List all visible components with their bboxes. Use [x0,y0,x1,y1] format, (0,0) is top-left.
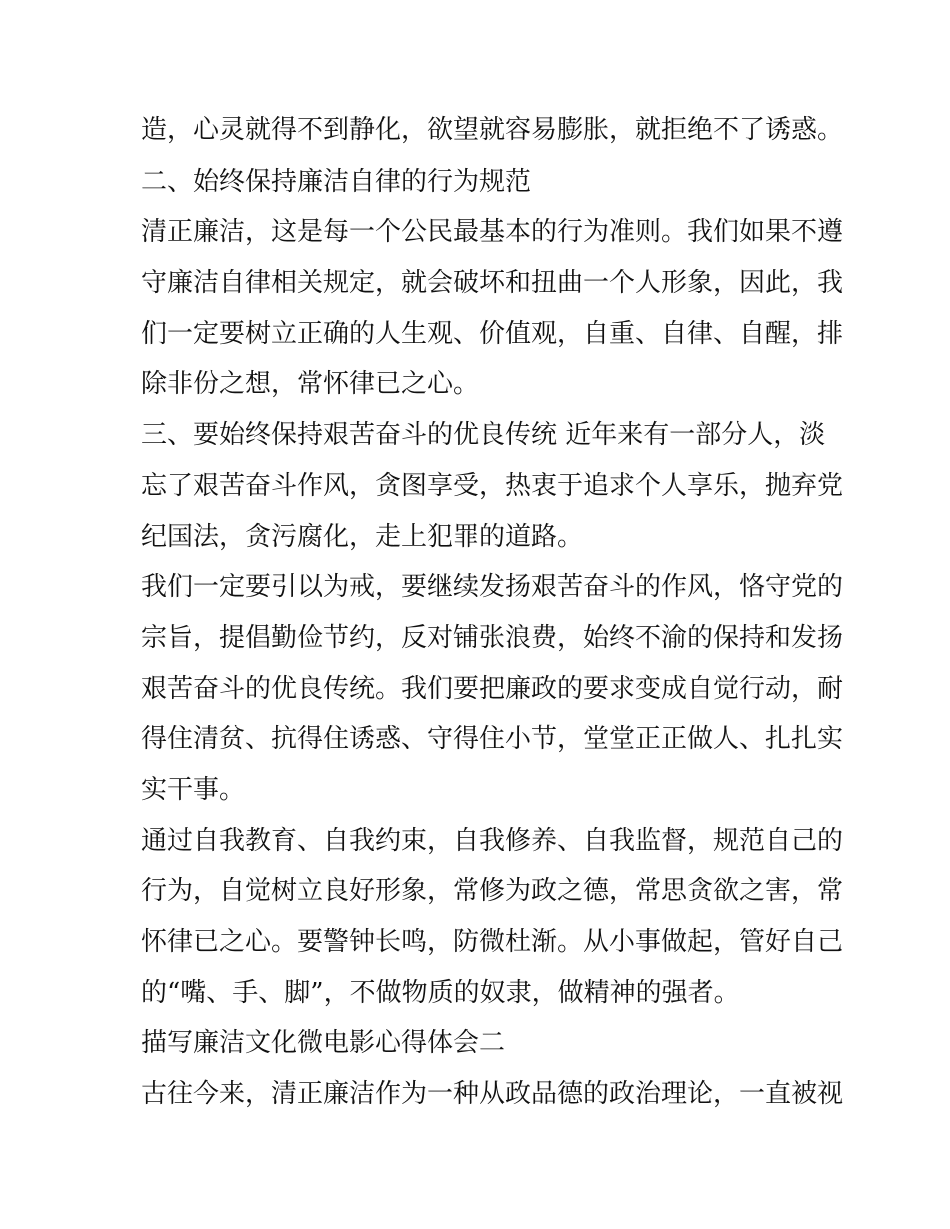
text-line: 艰苦奋斗的优良传统。我们要把廉政的要求变成自觉行动，耐 [141,674,844,704]
text-line: 古往今来，清正廉洁作为一种从政品德的政治理论，一直被视 [141,1079,844,1109]
section-heading: 二、始终保持廉洁自律的行为规范 [141,167,532,197]
text-line: 得住清贫、抗得住诱惑、守得住小节，堂堂正正做人、扎扎实 [141,724,844,754]
text-line: 清正廉洁，这是每一个公民最基本的行为准则。我们如果不遵 [141,217,844,247]
text-line: 通过自我教育、自我约束，自我修养、自我监督，规范自己的 [141,826,844,856]
text-line: 忘了艰苦奋斗作风，贪图享受，热衷于追求个人享乐，抛弃党 [141,471,844,501]
text-line: 我们一定要引以为戒，要继续发扬艰苦奋斗的作风，恪守党的 [141,572,844,602]
text-line: 们一定要树立正确的人生观、价值观，自重、自律、自醒，排 [141,319,844,349]
text-line: 行为，自觉树立良好形象，常修为政之德，常思贪欲之害，常 [141,876,844,906]
section-heading: 三、要始终保持艰苦奋斗的优良传统 近年来有一部分人，淡 [141,420,826,450]
text-line: 造，心灵就得不到静化，欲望就容易膨胀，就拒绝不了诱惑。 [141,115,844,145]
text-line: 除非份之想，常怀律已之心。 [141,369,480,399]
text-line: 怀律已之心。要警钟长鸣，防微杜渐。从小事做起，管好自己 [141,927,844,957]
text-line: 守廉洁自律相关规定，就会破坏和扭曲一个人形象，因此，我 [141,268,844,298]
text-line: 的“嘴、手、脚”，不做物质的奴隶，做精神的强者。 [141,978,740,1008]
text-line: 纪国法，贪污腐化，走上犯罪的道路。 [141,522,584,552]
text-line: 实干事。 [141,775,246,805]
text-line: 宗旨，提倡勤俭节约，反对铺张浪费，始终不渝的保持和发扬 [141,623,844,653]
section-heading: 描写廉洁文化微电影心得体会二 [141,1028,506,1058]
